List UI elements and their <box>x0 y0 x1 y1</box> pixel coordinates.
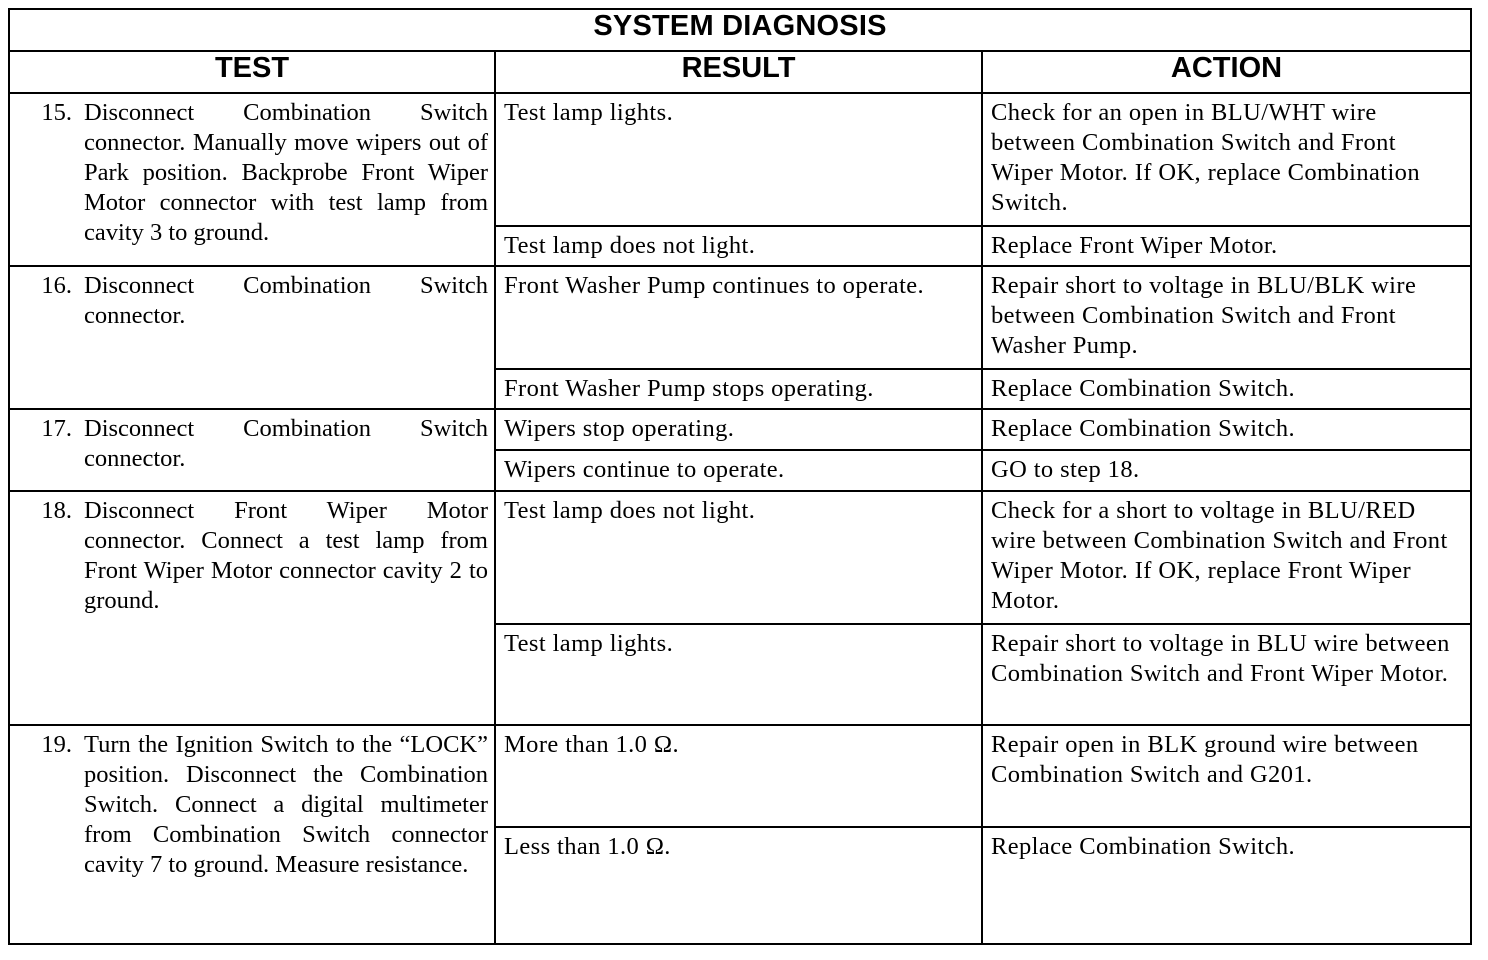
step-number: 16. <box>41 272 72 299</box>
step-number: 19. <box>41 731 72 758</box>
action-cell <box>982 266 1471 369</box>
table-title: SYSTEM DIAGNOSIS <box>9 9 1471 51</box>
test-text: Disconnect Combination Switch connector. <box>84 272 488 329</box>
result-text: Test lamp does not light. <box>504 232 756 259</box>
system-diagnosis-table <box>8 8 1472 945</box>
action-text: Check for a short to voltage in BLU/RED wire between Combination Switch and Front Wiper Motor. If OK, replace Front Wiper Motor. <box>991 497 1448 614</box>
test-cell <box>9 725 495 944</box>
table-row <box>9 266 1471 369</box>
column-header-test: TEST <box>9 51 495 93</box>
action-cell <box>982 226 1471 266</box>
test-cell <box>9 491 495 725</box>
result-text: Wipers continue to operate. <box>504 456 785 483</box>
action-text: Replace Front Wiper Motor. <box>991 232 1278 259</box>
action-text: Replace Combination Switch. <box>991 375 1296 402</box>
result-text: Front Washer Pump continues to operate. <box>504 272 925 299</box>
result-cell <box>495 266 982 369</box>
step-number: 18. <box>41 497 72 524</box>
action-cell <box>982 450 1471 491</box>
test-cell <box>9 266 495 409</box>
action-cell <box>982 369 1471 409</box>
result-text: Less than 1.0 Ω. <box>504 833 671 860</box>
result-text: Test lamp lights. <box>504 630 674 657</box>
step-number: 15. <box>41 99 72 126</box>
result-text: Wipers stop operating. <box>504 415 735 442</box>
result-text: Test lamp does not light. <box>504 497 756 524</box>
result-text: Test lamp lights. <box>504 99 674 126</box>
result-text: Front Washer Pump stops operating. <box>504 375 874 402</box>
action-text: Check for an open in BLU/WHT wire between Combination Switch and Front Wiper Motor. If OK, replace Combination Switch. <box>991 99 1420 216</box>
action-text: Replace Combination Switch. <box>991 415 1296 442</box>
result-cell <box>495 725 982 827</box>
test-cell <box>9 93 495 266</box>
result-cell <box>495 93 982 226</box>
test-text: Disconnect Combination Switch connector. <box>84 415 488 472</box>
result-cell <box>495 369 982 409</box>
action-text: GO to step 18. <box>991 456 1140 483</box>
test-text: Disconnect Front Wiper Motor connector. Connect a test lamp from Front Wiper Motor connector cavity 2 to ground. <box>84 497 488 614</box>
result-cell <box>495 624 982 725</box>
action-cell <box>982 725 1471 827</box>
result-cell <box>495 827 982 944</box>
action-cell <box>982 491 1471 624</box>
action-text: Replace Combination Switch. <box>991 833 1296 860</box>
step-number: 17. <box>41 415 72 442</box>
action-cell <box>982 93 1471 226</box>
test-text: Disconnect Combination Switch connector. Manually move wipers out of Park position. Backprobe Front Wiper Motor connector with test lamp from cavity 3 to ground. <box>84 99 488 246</box>
table-row <box>9 725 1471 827</box>
test-text: Turn the Ignition Switch to the “LOCK” position. Disconnect the Combination Switch. Connect a digital multimeter from Combination Switch connector cavity 7 to ground. Measure resistance. <box>84 731 488 878</box>
action-text: Repair open in BLK ground wire between Combination Switch and G201. <box>991 731 1419 788</box>
result-text: More than 1.0 Ω. <box>504 731 679 758</box>
test-cell <box>9 409 495 491</box>
table-row <box>9 491 1471 624</box>
table-row <box>9 93 1471 226</box>
action-cell <box>982 624 1471 725</box>
action-cell <box>982 827 1471 944</box>
result-cell <box>495 491 982 624</box>
result-cell <box>495 409 982 450</box>
result-cell <box>495 450 982 491</box>
column-header-action: ACTION <box>982 51 1471 93</box>
action-text: Repair short to voltage in BLU/BLK wire between Combination Switch and Front Washer Pump. <box>991 272 1417 359</box>
result-cell <box>495 226 982 266</box>
action-cell <box>982 409 1471 450</box>
table-row <box>9 409 1471 450</box>
column-header-result: RESULT <box>495 51 982 93</box>
action-text: Repair short to voltage in BLU wire between Combination Switch and Front Wiper Motor. <box>991 630 1450 687</box>
